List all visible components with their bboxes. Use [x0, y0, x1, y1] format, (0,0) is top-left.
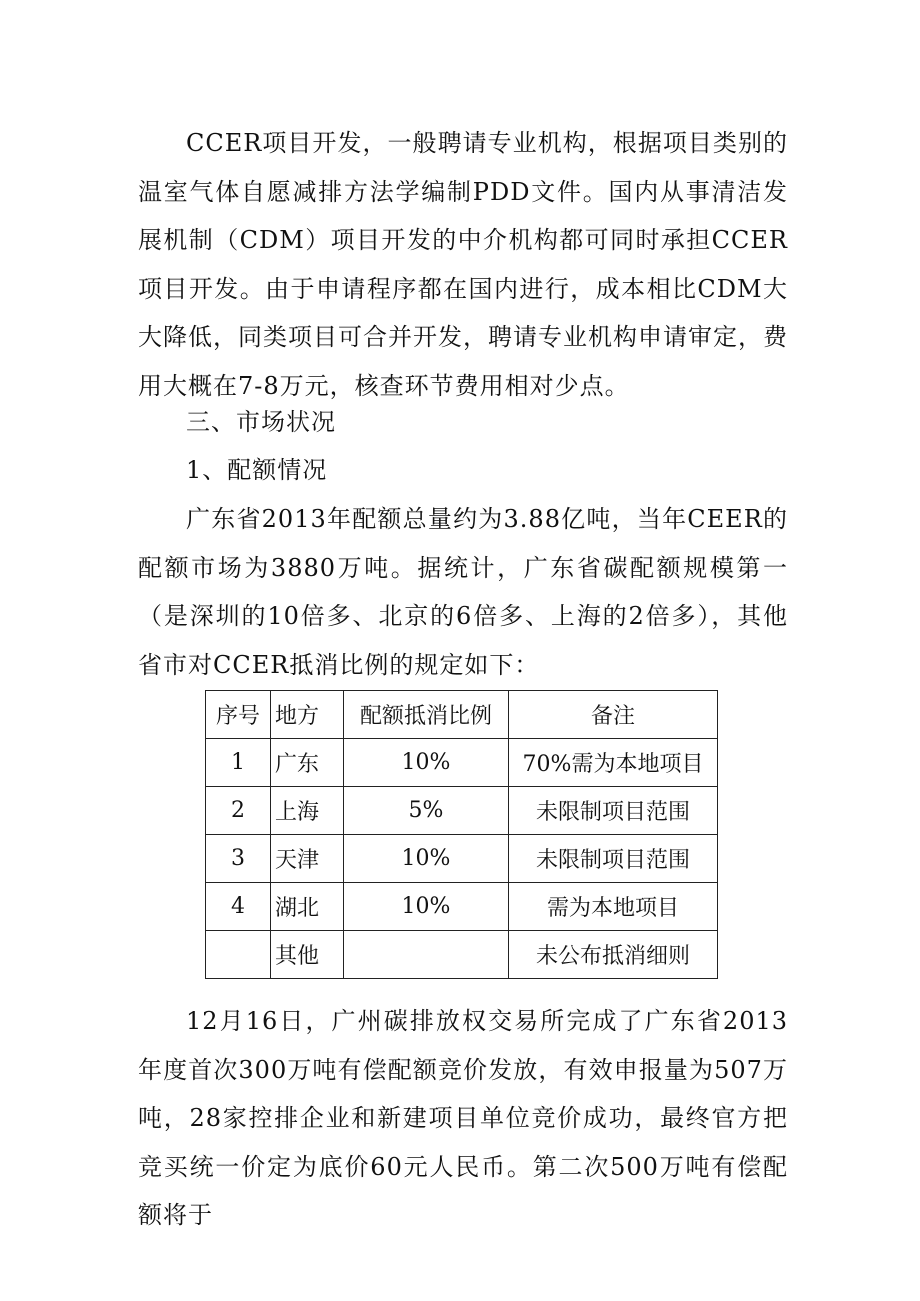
cell-offset-ratio: 10% — [344, 883, 509, 931]
header-offset-ratio: 配额抵消比例 — [344, 691, 509, 739]
cell-index — [206, 931, 271, 979]
table-row — [206, 787, 718, 835]
table-row — [206, 883, 718, 931]
paragraph-auction-results: 12月16日，广州碳排放权交易所完成了广东省2013年度首次300万吨有偿配额竞价发放，有效申报量为507万吨，28家控排企业和新建项目单位竞价成功，最终官方把竞买统一价定为底价60元人民币。第二次500万吨有偿配额将于 — [138, 1007, 788, 1229]
cell-offset-ratio — [344, 931, 509, 979]
cell-index: 3 — [206, 835, 271, 883]
cell-region: 其他 — [271, 931, 344, 979]
cell-index: 2 — [206, 787, 271, 835]
cell-region: 天津 — [271, 835, 344, 883]
cell-remarks: 70%需为本地项目 — [509, 739, 718, 787]
cell-remarks: 未限制项目范围 — [509, 787, 718, 835]
header-index: 序号 — [206, 691, 271, 739]
cell-offset-ratio: 10% — [344, 739, 509, 787]
cell-remarks: 需为本地项目 — [509, 883, 718, 931]
table-row — [206, 931, 718, 979]
header-remarks: 备注 — [509, 691, 718, 739]
table-header-row — [206, 691, 718, 739]
subsection-heading-quota: 1、配额情况 — [186, 456, 328, 484]
cell-remarks: 未限制项目范围 — [509, 835, 718, 883]
cell-remarks: 未公布抵消细则 — [509, 931, 718, 979]
cell-offset-ratio: 10% — [344, 835, 509, 883]
cell-region: 上海 — [271, 787, 344, 835]
table-row — [206, 835, 718, 883]
offset-ratio-table — [205, 690, 718, 979]
paragraph-ccer-development: CCER项目开发，一般聘请专业机构，根据项目类别的温室气体自愿减排方法学编制PDD文件。国内从事清洁发展机制（CDM）项目开发的中介机构都可同时承担CCER项目开发。由于申请程序都在国内进行，成本相比CDM大大降低，同类项目可合并开发，聘请专业机构申请审定，费用大概在7-8万元，核查环节费用相对少点。 — [138, 129, 788, 400]
cell-region: 湖北 — [271, 883, 344, 931]
table-row — [206, 739, 718, 787]
cell-region: 广东 — [271, 739, 344, 787]
header-region: 地方 — [271, 691, 344, 739]
cell-offset-ratio: 5% — [344, 787, 509, 835]
cell-index: 4 — [206, 883, 271, 931]
cell-index: 1 — [206, 739, 271, 787]
paragraph-guangdong-quota: 广东省2013年配额总量约为3.88亿吨，当年CEER的配额市场为3880万吨。据统计，广东省碳配额规模第一（是深圳的10倍多、北京的6倍多、上海的2倍多），其他省市对CCER抵消比例的规定如下： — [138, 505, 788, 679]
section-heading-market-status: 三、市场状况 — [186, 408, 336, 436]
